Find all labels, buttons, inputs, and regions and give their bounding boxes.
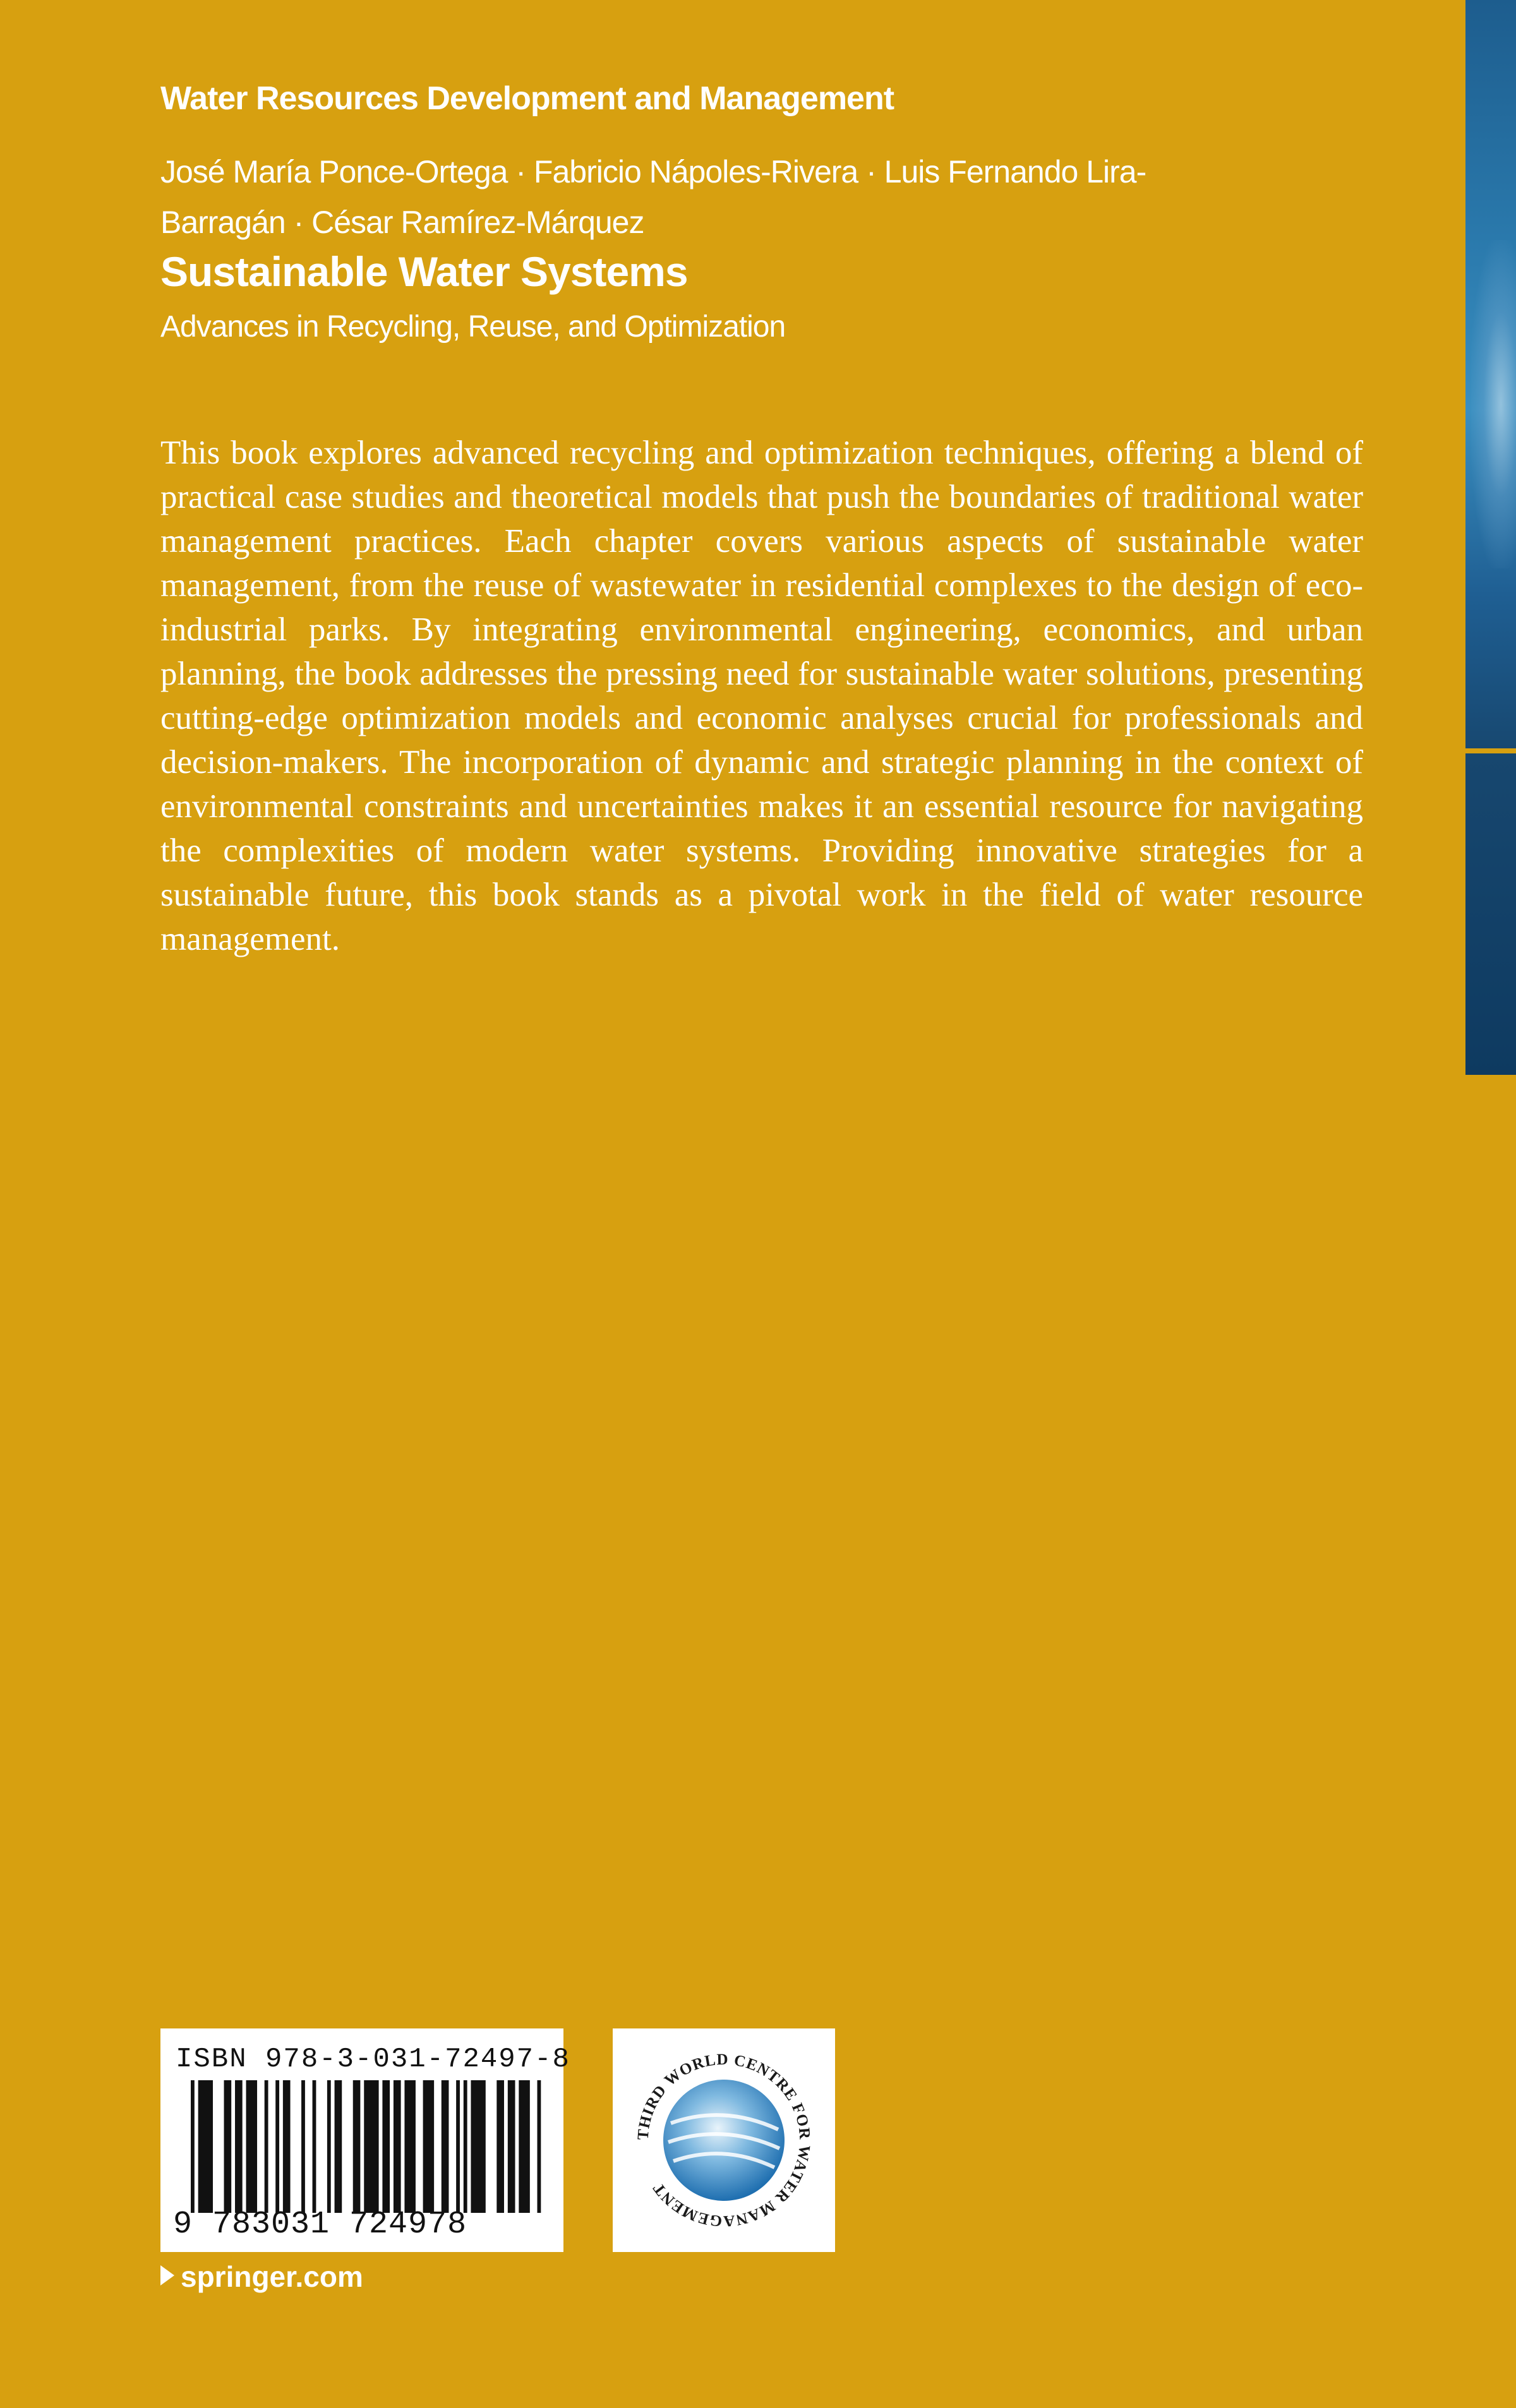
logo-graphic (613, 2028, 835, 2252)
barcode-bar (327, 2080, 331, 2213)
water-splash-image (1471, 240, 1516, 568)
third-world-centre-logo (613, 2028, 835, 2252)
logo-text: THIRD WORLD CENTRE FOR WATER MANAGEMENT (634, 2051, 814, 2230)
barcode-bar (456, 2080, 460, 2213)
series-title: Water Resources Development and Management (160, 80, 894, 117)
barcode-digits: 9 783031 724978 (173, 2207, 467, 2243)
barcode-bar (496, 2080, 504, 2213)
barcode-bar (423, 2080, 435, 2213)
barcode-bar (246, 2080, 258, 2213)
barcode-bar (335, 2080, 342, 2213)
barcode-bar (191, 2080, 195, 2213)
barcode-bar (364, 2080, 378, 2213)
barcode-bar (519, 2080, 530, 2213)
arrow-right-icon (160, 2265, 174, 2285)
barcode-bar (442, 2080, 449, 2213)
isbn-barcode (160, 2028, 570, 2252)
barcode-bar (198, 2080, 213, 2213)
barcode-bars (191, 2080, 548, 2213)
globe-icon (663, 2080, 785, 2201)
barcode-bar (224, 2080, 232, 2213)
barcode-bar (313, 2080, 316, 2213)
book-subtitle: Advances in Recycling, Reuse, and Optimization (160, 310, 786, 344)
springer-link[interactable] (160, 2260, 363, 2294)
barcode-bar (508, 2080, 515, 2213)
isbn-label: ISBN 978-3-031-72497-8 (176, 2044, 570, 2075)
barcode-bar (464, 2080, 467, 2213)
springer-link-label: springer.com (181, 2260, 363, 2293)
barcode-bar (301, 2080, 305, 2213)
barcode-bar (353, 2080, 361, 2213)
barcode-bar (382, 2080, 390, 2213)
barcode-bar (394, 2080, 401, 2213)
barcode-bar (265, 2080, 268, 2213)
front-cover-edge (1465, 0, 1516, 1080)
barcode-bar (235, 2080, 243, 2213)
authors: José María Ponce-Ortega · Fabricio Nápoles-Rivera · Luis Fernando Lira-Barragán · César Ramírez-Márquez (160, 154, 1146, 240)
edge-divider-line (1465, 748, 1516, 753)
barcode-bar (283, 2080, 291, 2213)
book-title: Sustainable Water Systems (160, 248, 688, 295)
barcode-bar (404, 2080, 416, 2213)
barcode-bar (275, 2080, 279, 2213)
barcode-bar (537, 2080, 541, 2213)
barcode-bar (471, 2080, 485, 2213)
edge-divider-line (1465, 1075, 1516, 1080)
book-description: This book explores advanced recycling and optimization techniques, offering a blend of practical case studies and theoretical models that push the boundaries of traditional water management practices. Each chapter covers various aspects of sustainable water management, from the reuse of wastewater in residential complexes to the design of eco-industrial parks. By integrating environmental engineering, economics, and urban planning, the book addresses the pressing need for sustainable water solutions, presenting cutting-edge optimization models and economic analyses crucial for professionals and decision-makers. The incorporation of dynamic and strategic planning in the context of environmental constraints and uncertainties makes it an essential resource for navigating the complexities of modern water systems. Providing innovative strategies for a sustainable future, this book stands as a pivotal work in the field of water resource management. (160, 434, 1363, 957)
